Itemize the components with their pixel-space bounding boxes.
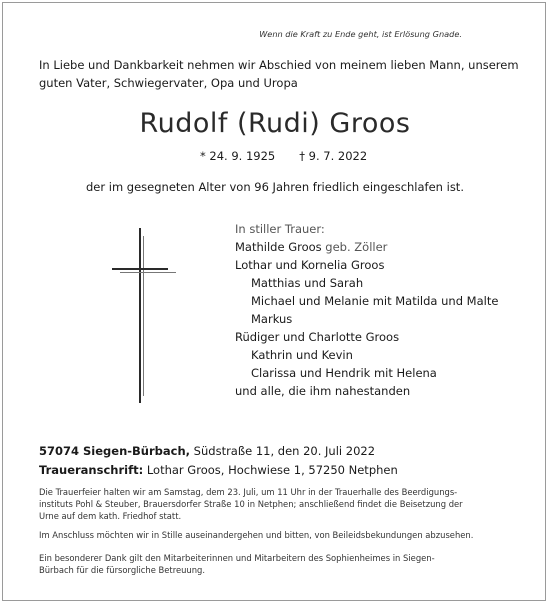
cross-bar xyxy=(112,268,168,270)
birth-date: * 24. 9. 1925 xyxy=(200,149,276,163)
private-farewell xyxy=(39,529,517,541)
life-dates xyxy=(200,149,367,163)
mourner-family: Kathrin und Kevin xyxy=(251,348,353,362)
mourner-family: Matthias und Sarah xyxy=(251,276,364,290)
death-date: † 9. 7. 2022 xyxy=(299,149,368,163)
mourner-closing: und alle, die ihm nahestanden xyxy=(235,384,411,398)
thanks-info xyxy=(39,552,517,576)
place-date xyxy=(39,442,398,461)
intro-line: In Liebe und Dankbarkeit nehmen wir Abschied von meinem lieben Mann, unserem xyxy=(39,58,519,72)
farewell-line: Im Anschluss möchten wir in Stille auseinandergehen und bitten, von Beileidsbekundungen abzusehen. xyxy=(39,530,474,540)
street-date: Südstraße 11, den 20. Juli 2022 xyxy=(190,444,376,458)
place-date-block xyxy=(39,442,398,480)
thanks-line: Ein besonderer Dank gilt den Mitarbeiterinnen und Mitarbeitern des Sophienheimes in Siegen- xyxy=(39,553,435,563)
mourning-title: In stiller Trauer: xyxy=(235,222,325,236)
cross-bar-shadow xyxy=(120,272,176,273)
mourner-primary xyxy=(235,238,535,256)
intro-line: guten Vater, Schwiegervater, Opa und Uropa xyxy=(39,76,298,90)
mourner-name: Mathilde Groos xyxy=(235,240,322,254)
funeral-line: Urne auf dem kath. Friedhof statt. xyxy=(39,511,182,521)
mourning-address xyxy=(39,461,398,480)
address-label: Traueranschrift: xyxy=(39,463,144,477)
mourners-list xyxy=(235,220,535,400)
age-line: der im gesegneten Alter von 96 Jahren friedlich eingeschlafen ist. xyxy=(86,180,464,194)
funeral-info xyxy=(39,486,517,522)
deceased-name: Rudolf (Rudi) Groos xyxy=(139,108,411,139)
mourner-family: Lothar und Kornelia Groos xyxy=(235,258,385,272)
mourner-family: Rüdiger und Charlotte Groos xyxy=(235,330,400,344)
place: 57074 Siegen-Bürbach, xyxy=(39,444,191,458)
mourner-family: Michael und Melanie mit Matilda und Malte xyxy=(251,294,499,308)
mourner-birth-name: geb. Zöller xyxy=(321,240,388,254)
address: Lothar Groos, Hochwiese 1, 57250 Netphen xyxy=(143,463,398,477)
cross-icon xyxy=(139,228,141,403)
funeral-line: instituts Pohl & Steuber, Brauersdorfer Straße 10 in Netphen; anschließend findet die Beisetzung der xyxy=(39,499,463,509)
cross-shadow xyxy=(143,236,144,396)
mourner-family: Markus xyxy=(251,312,293,326)
intro-text xyxy=(39,56,519,92)
funeral-line: Die Trauerfeier halten wir am Samstag, dem 23. Juli, um 11 Uhr in der Trauerhalle des Beerdigungs- xyxy=(39,487,458,497)
thanks-line: Bürbach für die fürsorgliche Betreuung. xyxy=(39,565,206,575)
mourner-family: Clarissa und Hendrik mit Helena xyxy=(251,366,437,380)
motto: Wenn die Kraft zu Ende geht, ist Erlösung Gnade. xyxy=(259,29,462,39)
